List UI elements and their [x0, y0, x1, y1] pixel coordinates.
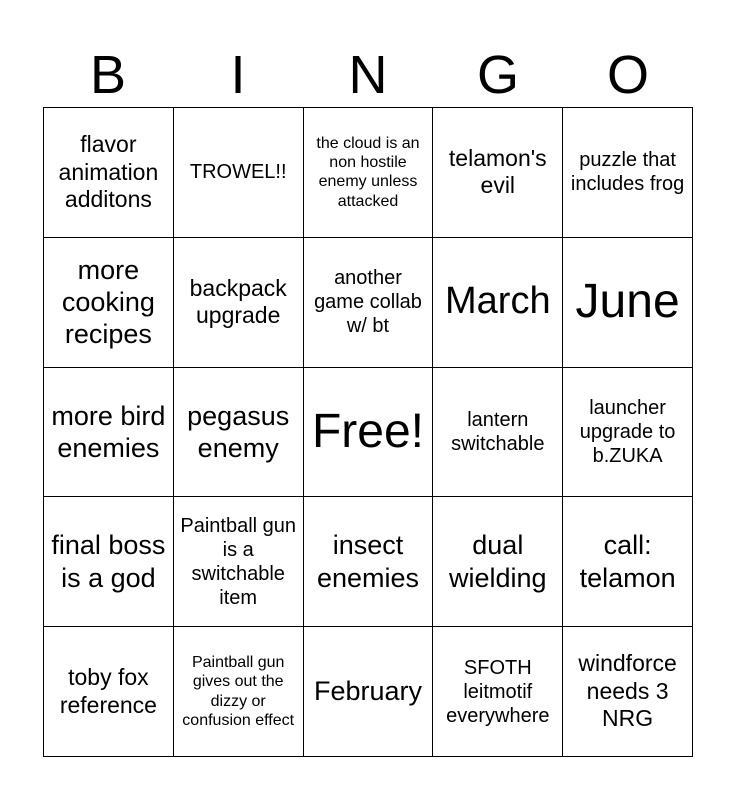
bingo-cell[interactable] — [44, 108, 174, 238]
cell-text: flavor animation additons — [58, 131, 159, 213]
bingo-cell[interactable] — [174, 368, 304, 498]
bingo-cell[interactable] — [44, 497, 174, 627]
cell-text: Free! — [311, 405, 424, 459]
cell-text: March — [445, 280, 551, 323]
cell-text: backpack upgrade — [189, 274, 287, 329]
cell-text: February — [313, 676, 423, 707]
header-letter-o: O — [606, 45, 649, 105]
cell-text: insect enemies — [316, 530, 420, 593]
bingo-cell[interactable] — [433, 627, 563, 757]
bingo-cell[interactable] — [563, 627, 693, 757]
cell-text: dual wielding — [449, 530, 547, 593]
cell-text: puzzle that includes frog — [570, 149, 685, 196]
bingo-cell[interactable] — [563, 368, 693, 498]
cell-text: final boss is a god — [51, 530, 166, 593]
bingo-cell[interactable] — [174, 497, 304, 627]
bingo-cell[interactable] — [563, 108, 693, 238]
header-letter-n: N — [348, 45, 388, 105]
cell-text: more cooking recipes — [61, 254, 155, 350]
bingo-cell[interactable] — [433, 497, 563, 627]
cell-text: SFOTH leitmotif everywhere — [446, 656, 550, 727]
bingo-header — [43, 44, 693, 106]
cell-text: another game collab w/ bt — [314, 267, 422, 338]
cell-text: more bird enemies — [51, 400, 166, 463]
bingo-cell[interactable] — [44, 627, 174, 757]
cell-text: Paintball gun is a switchable item — [180, 514, 297, 609]
bingo-cell[interactable] — [44, 368, 174, 498]
bingo-cell[interactable] — [433, 108, 563, 238]
cell-text: call: telamon — [579, 530, 676, 593]
cell-text: launcher upgrade to b.ZUKA — [579, 396, 676, 467]
cell-text: June — [575, 275, 680, 329]
bingo-cell[interactable] — [174, 627, 304, 757]
bingo-cell[interactable] — [563, 497, 693, 627]
cell-text: TROWEL!! — [189, 161, 287, 184]
cell-text: windforce needs 3 NRG — [578, 650, 677, 732]
bingo-cell[interactable] — [563, 238, 693, 368]
bingo-cell[interactable] — [304, 108, 434, 238]
bingo-cell[interactable] — [174, 238, 304, 368]
bingo-cell[interactable] — [433, 368, 563, 498]
cell-text: telamon's evil — [448, 144, 547, 199]
header-letter-g: G — [476, 45, 519, 105]
bingo-cell[interactable] — [304, 238, 434, 368]
header-letter-i: I — [230, 45, 246, 105]
cell-text: toby fox reference — [59, 664, 157, 718]
bingo-board — [43, 107, 693, 757]
header-letter-b: B — [89, 45, 127, 105]
cell-text: the cloud is an non hostile enemy unless attacked — [316, 135, 420, 210]
free-space-cell[interactable] — [304, 368, 434, 498]
cell-text: lantern switchable — [451, 408, 545, 455]
bingo-cell[interactable] — [304, 497, 434, 627]
cell-text: pegasus enemy — [187, 400, 290, 463]
bingo-cell[interactable] — [304, 627, 434, 757]
bingo-cell[interactable] — [433, 238, 563, 368]
bingo-cell[interactable] — [174, 108, 304, 238]
cell-text: Paintball gun gives out the dizzy or confusion effect — [182, 654, 295, 729]
bingo-cell[interactable] — [44, 238, 174, 368]
